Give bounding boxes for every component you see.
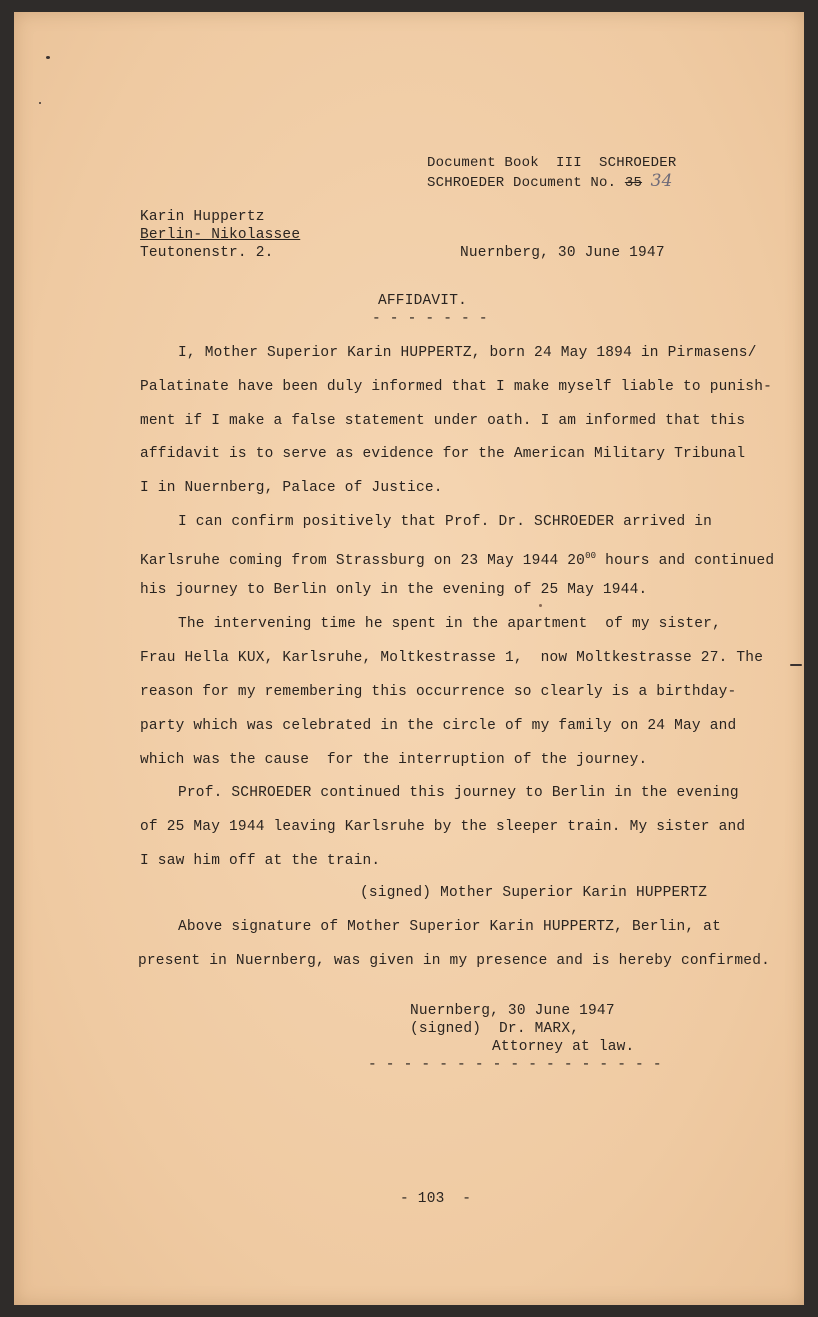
body-line: affidavit is to serve as evidence for the American Military Tribunal (140, 446, 746, 462)
body-line: Palatinate have been duly informed that I make myself liable to punish- (140, 379, 773, 395)
body-line: of 25 May 1944 leaving Karlsruhe by the sleeper train. My sister and (140, 819, 746, 835)
body-line: I can confirm positively that Prof. Dr. SCHROEDER arrived in (178, 514, 713, 530)
page-number: - 103 - (400, 1191, 472, 1207)
body-line: which was the cause for the interruption of the journey. (140, 752, 648, 768)
body-line: The intervening time he spent in the apartment of my sister, (178, 616, 721, 632)
title-underline: - - - - - - - (372, 311, 488, 327)
signed-line: (signed) Mother Superior Karin HUPPERTZ (360, 885, 708, 901)
body-line: reason for my remembering this occurrence so clearly is a birthday- (140, 684, 737, 700)
body-line: Frau Hella KUX, Karlsruhe, Moltkestrasse 1, now Moltkestrasse 27. The (140, 650, 764, 666)
sender-name: Karin Huppertz (140, 209, 265, 225)
struck-document-number: 35 (624, 175, 643, 191)
closing-rule: - - - - - - - - - - - - - - - - - (368, 1057, 662, 1073)
confirmation-line: Above signature of Mother Superior Karin HUPPERTZ, Berlin, at (178, 919, 721, 935)
arrival-text: Karlsruhe coming from Strassburg on 23 May 1944 20 (140, 552, 586, 569)
body-line: I, Mother Superior Karin HUPPERTZ, born 24 May 1894 in Pirmasens/ (178, 345, 757, 361)
place-date: Nuernberg, 30 June 1947 (460, 245, 665, 261)
sender-street: Teutonenstr. 2. (140, 245, 274, 261)
attestation-signed: (signed) Dr. MARX, (410, 1021, 580, 1037)
document-page (14, 12, 804, 1305)
attestation-role: Attorney at law. (492, 1039, 635, 1055)
document-title: AFFIDAVIT. (378, 293, 468, 309)
body-line: party which was celebrated in the circle of my family on 24 May and (140, 718, 737, 734)
body-line: I in Nuernberg, Palace of Justice. (140, 480, 443, 496)
edge-mark (790, 664, 802, 666)
ink-speck (39, 102, 41, 104)
ink-speck (46, 56, 50, 59)
document-number-prefix: SCHROEDER Document No. (427, 175, 625, 191)
time-superscript: 00 (585, 551, 597, 561)
body-line (140, 547, 774, 570)
body-line: Prof. SCHROEDER continued this journey to Berlin in the evening (178, 785, 739, 801)
document-book-line: Document Book III SCHROEDER (427, 155, 677, 171)
sender-city: Berlin- Nikolassee (140, 227, 301, 243)
body-line: I saw him off at the train. (140, 853, 381, 869)
confirmation-line: present in Nuernberg, was given in my presence and is hereby confirmed. (138, 953, 771, 969)
attestation-place-date: Nuernberg, 30 June 1947 (410, 1003, 615, 1019)
body-line: ment if I make a false statement under oath. I am informed that this (140, 413, 746, 429)
document-number-line (427, 172, 673, 192)
arrival-text-suffix: hours and continued (596, 552, 775, 569)
handwritten-document-number: 34 (650, 171, 673, 191)
ink-speck (539, 604, 542, 607)
body-line: his journey to Berlin only in the evening of 25 May 1944. (140, 582, 648, 598)
